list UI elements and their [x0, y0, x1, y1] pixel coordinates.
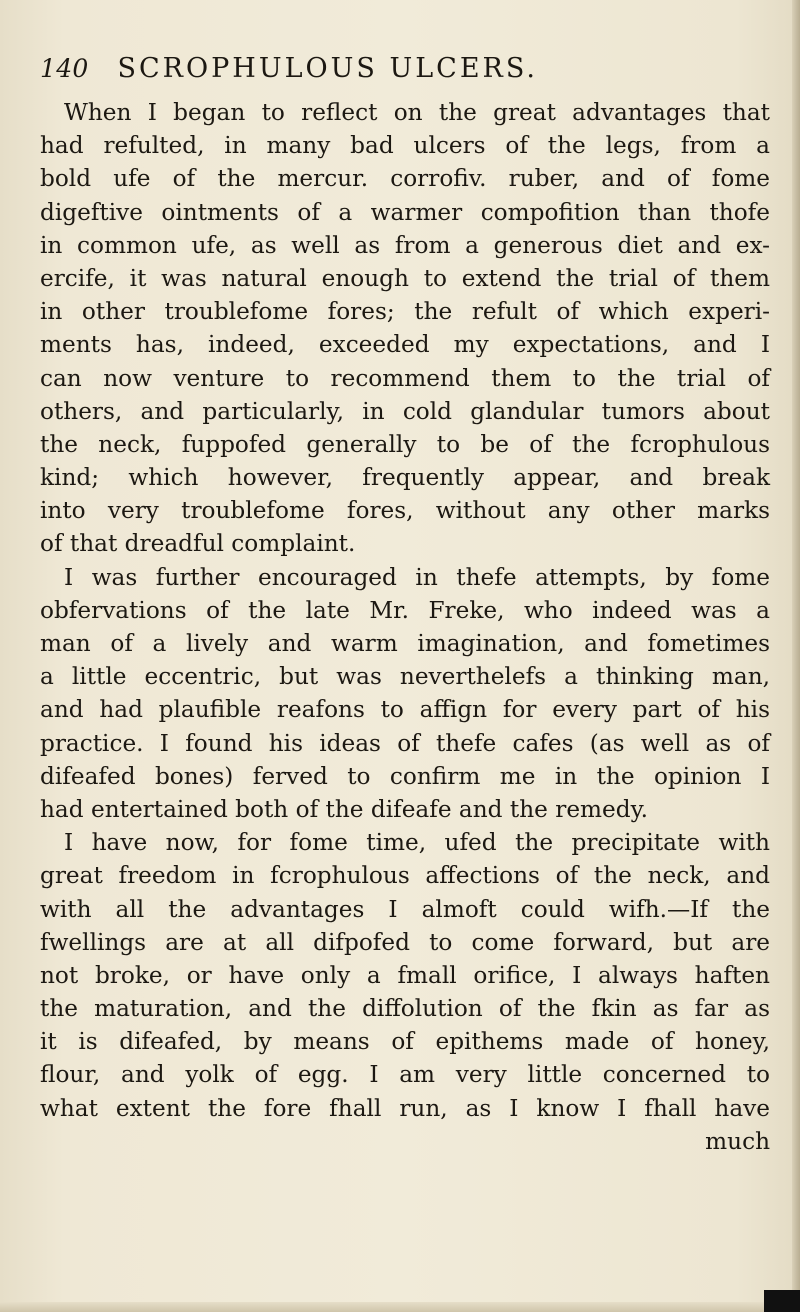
text-line: into very troublefome fores, without any other marks: [40, 497, 770, 525]
body-text: [40, 96, 770, 1158]
text-line: great freedom in fcrophulous affections of the neck, and: [40, 862, 770, 890]
text-line: bold ufe of the mercur. corrofiv. ruber, and of fome: [40, 165, 770, 193]
text-line: difeafed bones) ferved to confirm me in the opinion I: [40, 762, 770, 790]
text-line: of that dreadful complaint.: [40, 530, 356, 558]
text-line: with all the advantages I almoft could wifh.—If the: [40, 895, 770, 923]
paragraph: [40, 561, 770, 827]
text-line: the neck, fuppofed generally to be of the fcrophulous: [40, 430, 770, 458]
text-line: When I began to reflect on the great advantages that: [64, 99, 770, 126]
text-line: not broke, or have only a fmall orifice, I always haften: [40, 961, 770, 989]
text-line: the maturation, and the diffolution of the fkin as far as: [40, 995, 770, 1023]
page-right-edge: [792, 0, 800, 1312]
text-line: digeftive ointments of a warmer compofition than thofe: [40, 198, 770, 226]
text-line: I have now, for fome time, ufed the precipitate with: [64, 829, 770, 857]
text-line: man of a lively and warm imagination, and fometimes: [40, 630, 770, 657]
paragraph: [40, 96, 770, 561]
text-line: in common ufe, as well as from a generous diet and ex-: [40, 231, 770, 259]
text-line: ercife, it was natural enough to extend the trial of them: [40, 264, 770, 292]
catchword: much: [705, 1127, 770, 1155]
text-line: in other troublefome fores; the refult of which experi-: [40, 298, 770, 326]
text-line: had refulted, in many bad ulcers of the legs, from a: [40, 132, 770, 160]
text-line: ments has, indeed, exceeded my expectations, and I: [40, 331, 770, 359]
page-bottom-edge: [0, 1302, 800, 1312]
text-line: a little eccentric, but was neverthelefs a thinking man,: [40, 663, 770, 691]
running-head: [40, 52, 760, 86]
running-head-title: SCROPHULOUS ULCERS.: [117, 53, 539, 84]
page-number: 140: [40, 54, 89, 83]
text-line: and had plaufible reafons to affign for every part of his: [40, 696, 770, 724]
paragraph: [40, 826, 770, 1125]
text-line: had entertained both of the difeafe and the remedy.: [40, 795, 648, 823]
text-line: flour, and yolk of egg. I am very little concerned to: [40, 1061, 770, 1089]
text-line: obfervations of the late Mr. Freke, who indeed was a: [40, 596, 770, 624]
text-line: others, and particularly, in cold glandular tumors about: [40, 397, 770, 425]
text-line: fwellings are at all difpofed to come forward, but are: [40, 928, 770, 956]
text-line: practice. I found his ideas of thefe cafes (as well as of: [40, 729, 770, 757]
text-line: kind; which however, frequently appear, and break: [40, 464, 770, 492]
scan-corner-mark: [764, 1290, 800, 1312]
text-line: what extent the fore fhall run, as I know I fhall have: [40, 1094, 770, 1122]
text-line: it is difeafed, by means of epithems made of honey,: [40, 1028, 770, 1056]
text-line: I was further encouraged in thefe attempts, by fome: [64, 563, 770, 591]
text-line: can now venture to recommend them to the trial of: [40, 364, 770, 392]
